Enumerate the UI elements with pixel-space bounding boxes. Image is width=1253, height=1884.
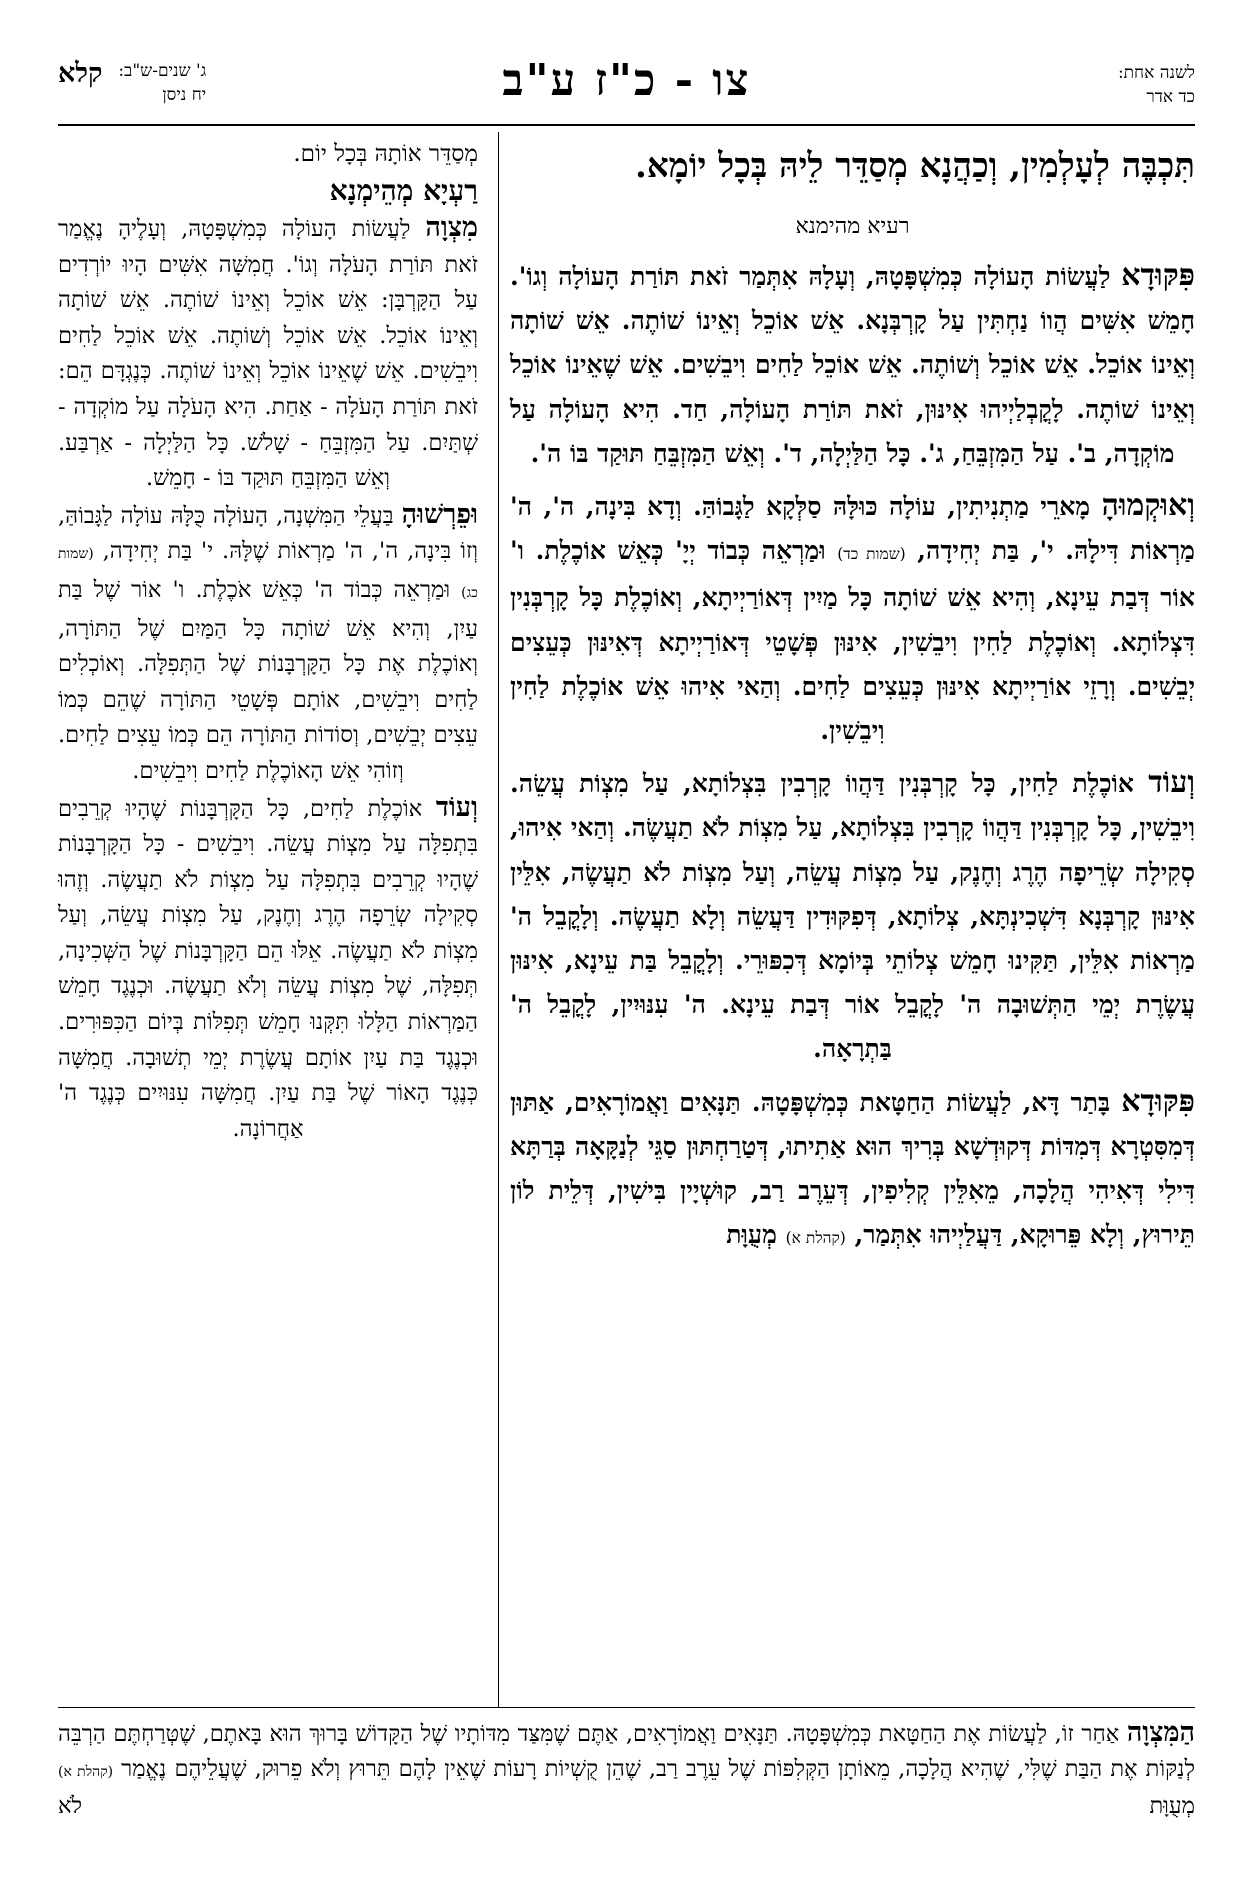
schedule-three-years-label: ג' שנים-ש"ב:: [118, 61, 207, 81]
page-title: צו - כ"ז ע"ב: [502, 55, 751, 106]
aramaic-paragraph-1-text: לַעֲשׂוֹת הָעוֹלָה כְּמִשְׁפָּטָהּ, וְעָלָהּ אִתְּמַר זֹאת תּוֹרַת הָעוֹלָה וְגוֹ'. חָמֵשׁ אִשִּׁים הֲווֹ נַחְתִּין עַל קָרְבְּנָא. אֵשׁ אוֹכֵל וְאֵינוֹ שׁוֹתֶה. אֵשׁ שׁוֹתָה וְאֵינוֹ אוֹכֵל. אֵשׁ אוֹכֵל וְשׁוֹתֶה. אֵשׁ אוֹכֵל לַחִים וִיבֵשִׁים. אֵשׁ שֶׁאֵינוֹ אוֹכֵל וְאֵינוֹ שׁוֹתֶה. לָקֳבְלַיְיהוּ אִינּוּן, זֹאת תּוֹרַת הָעוֹלָה, חַד. הִיא הָעוֹלָה עַל מוֹקְדָה, ב'. עַל הַמִּזְבֵּחַ, ג'. כָּל הַלַּיְלָה, ד'. וְאֵשׁ הַמִּזְבֵּחַ תּוּקַד בּוֹ ה'.: [510, 262, 1195, 468]
hebrew-column: [58, 132, 478, 1147]
hebrew-paragraph-2-text-a: בַּעֲלֵי הַמִּשְׁנָה, הָעוֹלָה כֻּלָּהּ עוֹלָה לַגָּבוֹהַּ, וְזוֹ בִּינָה, ה', ה' מַרְאוֹת שֶׁלָּהּ. י' בַּת יְחִידָה,: [58, 502, 478, 565]
hebrew-opening-line: מְסַדֵּר אוֹתָהּ בְּכָל יוֹם.: [293, 141, 478, 167]
header-divider: [58, 124, 1195, 126]
aramaic-paragraph-1-lead: פִּקּוּדָא: [1121, 258, 1195, 293]
aramaic-paragraph-3-text: אוֹכֶלֶת לַחִין, כָּל קָרְבְּנִין דַּהֲווֹ קָרְבִין בִּצְלוֹתָא, עַל מִצְוֹת עֲשֵׂה. וִיבֵשִׁין, כָּל קָרְבְּנִין דַּהֲווֹ קָרְבִין בִּצְלוֹתָא, עַל מִצְוֹת לֹא תַעֲשֶׂה. וְהַאי אִיהוּ, סְקִילָה שְׂרֵיפָה הֶרֶג וְחֶנֶק, עַל מִצְוֹת עֲשֵׂה, וְעַל מִצְוֹת לֹא תַעֲשֶׂה, אִלֵּין אִינּוּן קָרְבְּנָא דִּשְׁכִינְתָּא, צְלוֹתָא, דְּפִקּוּדִין דַּעֲשֵׂה וְלָא תַעֲשֶׂה. וְלָקֳבֵל ה' מַרְאוֹת אִלֵּין, תַּקִּינוּ חָמֵשׁ צְלוֹתֵי בְּיוֹמָא דְּכִפּוּרֵי. וְלָקֳבֵל בַּת עֵינָא, אִינּוּן עֲשֶׂרֶת יְמֵי הַתְּשׁוּבָה ה' לָקֳבֵל אוֹר דְּבַת עֵינָא. ה' עִנּוּיִין, לָקֳבֵל ה' בַּתְרָאָה.: [510, 769, 1195, 1064]
page-number: קלא: [58, 58, 103, 89]
bottom-paragraph-reference: (קהלת א): [58, 1763, 114, 1780]
aramaic-paragraph-3: [510, 761, 1195, 1071]
bottom-paragraph: [58, 1716, 1195, 1824]
aramaic-paragraph-4: [510, 1080, 1195, 1261]
schedule-one-year-date: כד אדר: [1146, 87, 1195, 107]
hebrew-section-heading: רַעְיָא מְהֵימְנָא: [329, 174, 478, 207]
aramaic-paragraph-4-text-a: בָּתַר דָּא, לַעֲשׂוֹת הַחַטָּאת כְּמִשְׁפָּטָהּ. תַּנָּאִים וַאֲמוֹרָאִים, אַתּוּן דְּמִסִּטְרָא דְּמִדּוֹת דְּקוּדְשָׁא בְּרִיךְ הוּא אַתִיתוּ, דְּטַרַחְתּוּן סַגֵּי לְנַקָּאָה בְּרַתָּא דִּילִי דְּאִיהִי הֲלָכָה, מֵאִלֵּין קְלִיפִין, דְּעֵרֶב רַב, קוּשְׁיָין בִּישִׁין, דְּלֵית לוֹן תֵּירוּץ, וְלָא פֵּרוּקָא, דַּעֲלַיְיהוּ אִתְּמַר,: [510, 1087, 1195, 1250]
hebrew-paragraph-3: [58, 790, 478, 1148]
aramaic-paragraph-4-lead: פִּקּוּדָא: [1121, 1083, 1195, 1119]
hebrew-paragraph-3-lead: וְעוֹד: [435, 791, 478, 823]
hebrew-paragraph-3-text: אוֹכֶלֶת לַחִים, כָּל הַקָּרְבָּנוֹת שֶׁהָיוּ קְרֵבִים בִּתְפִלָּה עַל מִצְוֹת עֲשֵׂה. וִיבֵשִׁים - כָּל הַקָּרְבָּנוֹת שֶׁהָיוּ קְרֵבִים בִּתְפִלָּה עַל מִצְוֹת לֹא תַעֲשֶׂה. וְזֶהוּ סְקִילָה שְׂרֵפָה הֶרֶג וְחֶנֶק, עַל מִצְוֹת עֲשֵׂה, וְעַל מִצְוֹת לֹא תַעֲשֶׂה. אֵלּוּ הֵם הַקָּרְבָּנוֹת שֶׁל הַשְּׁכִינָה, תְּפִלָּה, שֶׁל מִצְוֹת עֲשֵׂה וְלֹא תַעֲשֶׂה. וּכְנֶגֶד חָמֵשׁ הַמַּרְאוֹת הַלָּלוּ תִּקְּנוּ חָמֵשׁ תְּפִלּוֹת בְּיוֹם הַכִּפּוּרִים. וּכְנֶגֶד בַּת עַיִן אוֹתָם עֲשֶׂרֶת יְמֵי תְשׁוּבָה. חֲמִשָּׁה כְּנֶגֶד הָאוֹר שֶׁל בַּת עַיִן. חֲמִשָּׁה עִנּוּיִים כְּנֶגֶד ה' אַחֲרוֹנָה.: [58, 795, 478, 1142]
aramaic-paragraph-4-reference: (קהלת א): [785, 1229, 846, 1248]
schedule-three-years-date: יח ניסן: [162, 85, 207, 105]
aramaic-paragraph-3-lead: וְעוֹד: [1148, 765, 1195, 801]
aramaic-section-heading: רעיא מהימנא: [795, 214, 910, 239]
bottom-divider: [58, 1707, 1195, 1708]
aramaic-paragraph-2-lead: וְאוּקְמוּהָ: [1101, 488, 1195, 524]
hebrew-paragraph-2: [58, 497, 478, 790]
aramaic-paragraph-2-text-a: מָארֵי מַתְנִיתִין, עוֹלָה כּוּלָּהּ סַלְּקָא לַגָּבוֹהַּ. וְדָא בִּינָה, ה', ה' מַרְאוֹת דִּילָהּ. י', בַּת יְחִידָה,: [510, 492, 1195, 566]
column-divider: [498, 132, 499, 1707]
hebrew-paragraph-1: [58, 210, 478, 497]
hebrew-paragraph-1-lead: מִצְוָה: [425, 212, 478, 243]
aramaic-paragraph-2-text-b: וּמַרְאֵה כְּבוֹד יְיָ' כְּאֵשׁ אוֹכֶלֶת. ו' אוֹר דְּבַת עֵינָא, וְהִיא אֵשׁ שׁוֹתָה כָּל מַיִין דְּאוֹרַיְיתָא, וְאוֹכֶלֶת כָּל קָרְבְּנִין דִּצְלוֹתָא. וְאוֹכֶלֶת לַחִין וִיבֵשִׁין, אִינּוּן פְּשָׁטֵי דְּאוֹרַיְיתָא דְּאִינּוּן כְּעֵצִים יְבֵשִׁים. וְרָזֵי אוֹרַיְיתָא אִינּוּן כְּעֵצִים לַחִים. וְהַאי אִיהוּ אֵשׁ אוֹכֶלֶת לַחִין וִיבֵשִׁין.: [510, 536, 1195, 746]
bottom-paragraph-lead: הַמִּצְוָה: [1126, 1717, 1195, 1748]
bottom-paragraph-text-b: מְעֻוָּת לֹא: [58, 1793, 1195, 1819]
schedule-one-year-label: לשנה אחת:: [1117, 63, 1195, 83]
page-header: [58, 55, 1195, 133]
hebrew-paragraph-1-text: לַעֲשׂוֹת הָעוֹלָה כְּמִשְׁפָּטָהּ, וְעָלֶיהָ נֶאֱמַר זֹאת תּוֹרַת הָעֹלָה וְגוֹ'. חֲמִשָּׁה אִשִּׁים הָיוּ יוֹרְדִים עַל הַקָּרְבָּן: אֵשׁ אוֹכֵל וְאֵינוֹ שׁוֹתֶה. אֵשׁ שׁוֹתָה וְאֵינוֹ אוֹכֵל. אֵשׁ אוֹכֵל וְשׁוֹתֶה. אֵשׁ אוֹכֵל לַחִים וִיבֵשִׁים. אֵשׁ שֶׁאֵינוֹ אוֹכֵל וְאֵינוֹ שׁוֹתֶה. כְּנֶגְדָּם הֵם: זֹאת תּוֹרַת הָעֹלָה - אַחַת. הִיא הָעֹלָה עַל מוֹקְדָה - שְׁתַּיִם. עַל הַמִּזְבֵּחַ - שָׁלֹשׁ. כָּל הַלַּיְלָה - אַרְבַּע. וְאֵשׁ הַמִּזְבֵּחַ תּוּקַד בּוֹ - חָמֵשׁ.: [58, 216, 478, 492]
hebrew-paragraph-2-lead: וּפֵרְשׁוּהָ: [401, 498, 478, 530]
hebrew-paragraph-2-text-b: וּמַרְאֵה כְּבוֹד ה' כְּאֵשׁ אֹכֶלֶת. ו' אוֹר שֶׁל בַּת עַיִן, וְהִיא אֵשׁ שׁוֹתָה כָּל הַמַּיִם שֶׁל הַתּוֹרָה, וְאוֹכֶלֶת אֶת כָּל הַקָּרְבָּנוֹת שֶׁל הַתְּפִלָּה. וְאוֹכְלִים לַחִים וִיבֵשִׁים, אוֹתָם פְּשָׁטֵי הַתּוֹרָה שֶׁהֵם כְּמוֹ עֵצִים יְבֵשִׁים, וְסוֹדוֹת הַתּוֹרָה הֵם כְּמוֹ עֵצִים לַחִים. וְזוֹהִי אֵשׁ הָאוֹכֶלֶת לַחִים וִיבֵשִׁים.: [58, 576, 478, 784]
schedule-three-years: [58, 59, 206, 107]
aramaic-paragraph-2-reference: (שמות כד): [837, 545, 906, 564]
aramaic-column: [510, 132, 1195, 1260]
aramaic-opening-line: תִּכְבֶּה לְעָלְמִין, וְכַהֲנָא מְסַדֵּר לֵיהּ בְּכָל יוֹמָא.: [635, 146, 1195, 186]
hebrew-paragraph-2-reference: (שמות כג): [58, 546, 478, 601]
aramaic-paragraph-2: [510, 484, 1195, 753]
bottom-paragraph-text-a: אַחַר זוֹ, לַעֲשׂוֹת אֶת הַחַטָּאת כְּמִשְׁפָּטָהּ. תַּנָּאִים וַאֲמוֹרָאִים, אַתֶּם שֶׁמִּצַּד מִדּוֹתָיו שֶׁל הַקָּדוֹשׁ בָּרוּךְ הוּא בָּאתֶם, שֶׁטְּרַחְתֶּם הַרְבֵּה לְנַקּוֹת אֶת הַבַּת שֶׁלִּי, שֶׁהִיא הֲלָכָה, מֵאוֹתָן הַקְּלִפּוֹת שֶׁל עֵרֶב רַב, שֶׁהֵן קֻשְׁיוֹת רָעוֹת שֶׁאֵין לָהֶם תֵּרוּץ וְלֹא פֵרוּק, שֶׁעֲלֵיהֶם נֶאֱמַר: [58, 1721, 1195, 1782]
bottom-translation: [58, 1716, 1195, 1824]
aramaic-paragraph-1: [510, 254, 1195, 476]
aramaic-paragraph-4-text-b: מְעֻוָּת: [726, 1220, 786, 1250]
